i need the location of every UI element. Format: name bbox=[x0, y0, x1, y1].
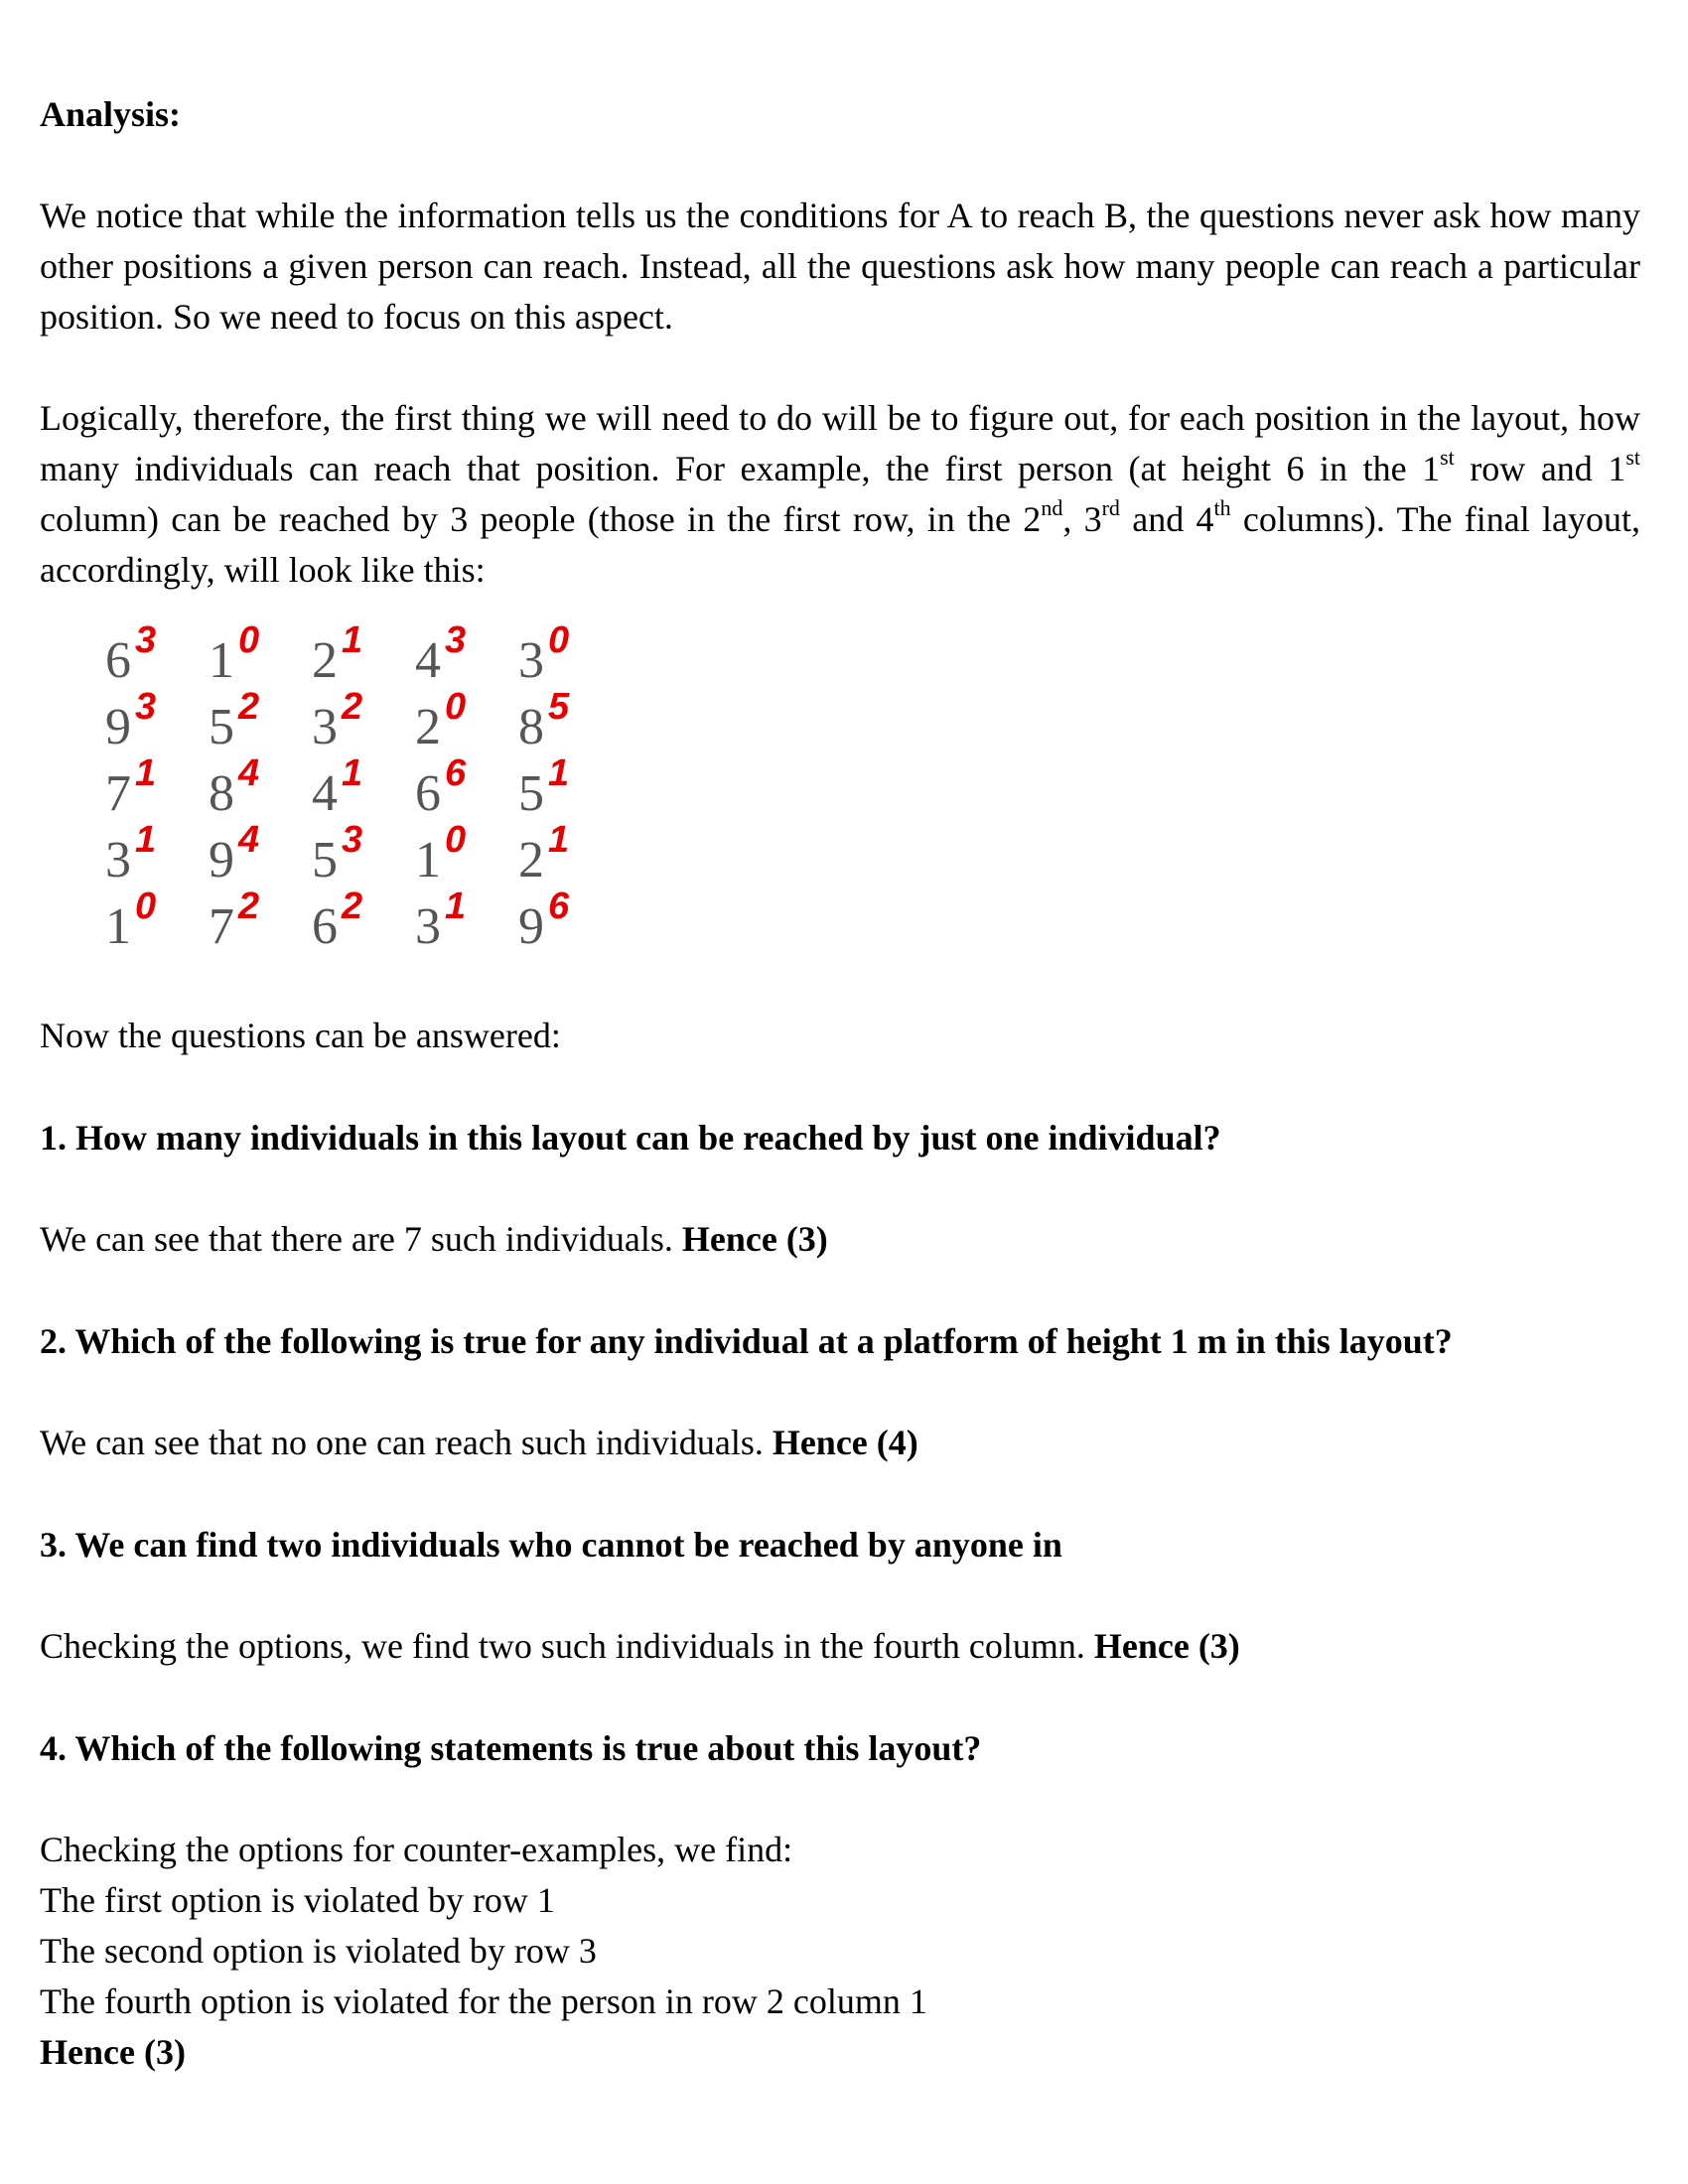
layout-grid bbox=[97, 619, 614, 956]
cell-height: 9 bbox=[209, 832, 234, 888]
answer-4 bbox=[40, 1825, 1640, 2078]
grid-cell bbox=[201, 686, 304, 756]
cell-reach-count: 1 bbox=[342, 619, 363, 661]
cell-height: 3 bbox=[415, 898, 441, 955]
cell-reach-count: 0 bbox=[135, 886, 157, 927]
cell-reach-count: 2 bbox=[238, 686, 260, 728]
grid-row bbox=[97, 686, 614, 756]
grid-cell bbox=[97, 819, 201, 889]
answer-4-line: The fourth option is violated for the person in row 2 column 1 bbox=[40, 1981, 927, 2021]
grid-cell bbox=[97, 686, 201, 756]
cell-reach-count: 2 bbox=[342, 886, 363, 927]
answer-4-line: The first option is violated by row 1 bbox=[40, 1880, 555, 1920]
cell-height: 1 bbox=[105, 898, 131, 955]
cell-height: 6 bbox=[105, 632, 131, 689]
cell-height: 4 bbox=[415, 632, 441, 689]
cell-height: 9 bbox=[105, 699, 131, 755]
cell-reach-count: 0 bbox=[445, 686, 467, 728]
cell-height: 7 bbox=[105, 765, 131, 822]
answer-1: We can see that there are 7 such individuals. Hence (3) bbox=[40, 1219, 828, 1259]
cell-height: 3 bbox=[105, 832, 131, 888]
cell-height: 4 bbox=[312, 765, 338, 822]
answer-4-line: The second option is violated by row 3 bbox=[40, 1931, 597, 1971]
cell-height: 5 bbox=[312, 832, 338, 888]
grid-cell bbox=[510, 886, 614, 956]
question-3: 3. We can find two individuals who cannot be reached by anyone in bbox=[40, 1525, 1062, 1565]
cell-reach-count: 1 bbox=[548, 752, 570, 794]
grid-cell bbox=[304, 886, 407, 956]
grid-row bbox=[97, 886, 614, 956]
cell-reach-count: 4 bbox=[238, 819, 260, 861]
cell-reach-count: 3 bbox=[342, 819, 363, 861]
question-1: 1. How many individuals in this layout can be reached by just one individual? bbox=[40, 1118, 1221, 1158]
grid-cell bbox=[304, 686, 407, 756]
grid-row bbox=[97, 819, 614, 889]
grid-cell bbox=[407, 752, 510, 823]
cell-height: 8 bbox=[518, 699, 544, 755]
cell-height: 3 bbox=[312, 699, 338, 755]
grid-cell bbox=[510, 686, 614, 756]
cell-height: 6 bbox=[312, 898, 338, 955]
cell-reach-count: 1 bbox=[342, 752, 363, 794]
grid-cell bbox=[304, 819, 407, 889]
cell-reach-count: 3 bbox=[445, 619, 467, 661]
answer-4-line: Checking the options for counter-examples, we find: bbox=[40, 1830, 793, 1869]
cell-height: 1 bbox=[415, 832, 441, 888]
grid-cell bbox=[510, 619, 614, 690]
question-4: 4. Which of the following statements is true about this layout? bbox=[40, 1728, 982, 1768]
grid-cell bbox=[97, 886, 201, 956]
cell-reach-count: 1 bbox=[135, 819, 157, 861]
now-text: Now the questions can be answered: bbox=[40, 1016, 561, 1055]
cell-reach-count: 1 bbox=[548, 819, 570, 861]
cell-reach-count: 2 bbox=[238, 886, 260, 927]
cell-height: 3 bbox=[518, 632, 544, 689]
cell-reach-count: 3 bbox=[135, 619, 157, 661]
cell-reach-count: 0 bbox=[548, 619, 570, 661]
grid-cell bbox=[407, 619, 510, 690]
answer-2: We can see that no one can reach such individuals. Hence (4) bbox=[40, 1423, 918, 1462]
cell-reach-count: 6 bbox=[548, 886, 570, 927]
cell-height: 5 bbox=[518, 765, 544, 822]
grid-cell bbox=[201, 752, 304, 823]
method-paragraph: Logically, therefore, the first thing we will need to do will be to figure out, for each position in the layout, how many individuals can reach that position. For example, the first person (at height 6 in the 1st row and 1st column) can be reached by 3 people (those in the first row, in the 2nd, 3rd and 4th columns). The final layout, accordingly, will look like this: bbox=[40, 398, 1641, 590]
cell-height: 9 bbox=[518, 898, 544, 955]
cell-height: 8 bbox=[209, 765, 234, 822]
answer-4-conclusion: Hence (3) bbox=[40, 2032, 186, 2072]
grid-cell bbox=[407, 686, 510, 756]
grid-cell bbox=[97, 752, 201, 823]
cell-reach-count: 2 bbox=[342, 686, 363, 728]
cell-height: 7 bbox=[209, 898, 234, 955]
cell-height: 5 bbox=[209, 699, 234, 755]
cell-height: 6 bbox=[415, 765, 441, 822]
cell-height: 1 bbox=[209, 632, 234, 689]
answer-3: Checking the options, we find two such individuals in the fourth column. Hence (3) bbox=[40, 1626, 1240, 1666]
cell-reach-count: 4 bbox=[238, 752, 260, 794]
cell-height: 2 bbox=[415, 699, 441, 755]
grid-cell bbox=[510, 819, 614, 889]
grid-cell bbox=[407, 886, 510, 956]
grid-cell bbox=[407, 819, 510, 889]
cell-reach-count: 6 bbox=[445, 752, 467, 794]
grid-cell bbox=[304, 752, 407, 823]
grid-cell bbox=[510, 752, 614, 823]
cell-reach-count: 1 bbox=[445, 886, 467, 927]
grid-cell bbox=[201, 819, 304, 889]
analysis-heading: Analysis: bbox=[40, 94, 182, 134]
grid-row bbox=[97, 619, 614, 690]
grid-cell bbox=[97, 619, 201, 690]
grid-cell bbox=[201, 886, 304, 956]
intro-paragraph: We notice that while the information tells us the conditions for A to reach B, the questions never ask how many other positions a given person can reach. Instead, all the questions ask how many people can reach a particular position. So we need to focus on this aspect. bbox=[40, 196, 1640, 337]
question-2: 2. Which of the following is true for any individual at a platform of height 1 m in this layout? bbox=[40, 1321, 1453, 1361]
cell-height: 2 bbox=[312, 632, 338, 689]
cell-reach-count: 0 bbox=[445, 819, 467, 861]
grid-cell bbox=[201, 619, 304, 690]
cell-reach-count: 3 bbox=[135, 686, 157, 728]
grid-row bbox=[97, 752, 614, 823]
cell-height: 2 bbox=[518, 832, 544, 888]
grid-cell bbox=[304, 619, 407, 690]
cell-reach-count: 0 bbox=[238, 619, 260, 661]
cell-reach-count: 5 bbox=[548, 686, 570, 728]
cell-reach-count: 1 bbox=[135, 752, 157, 794]
